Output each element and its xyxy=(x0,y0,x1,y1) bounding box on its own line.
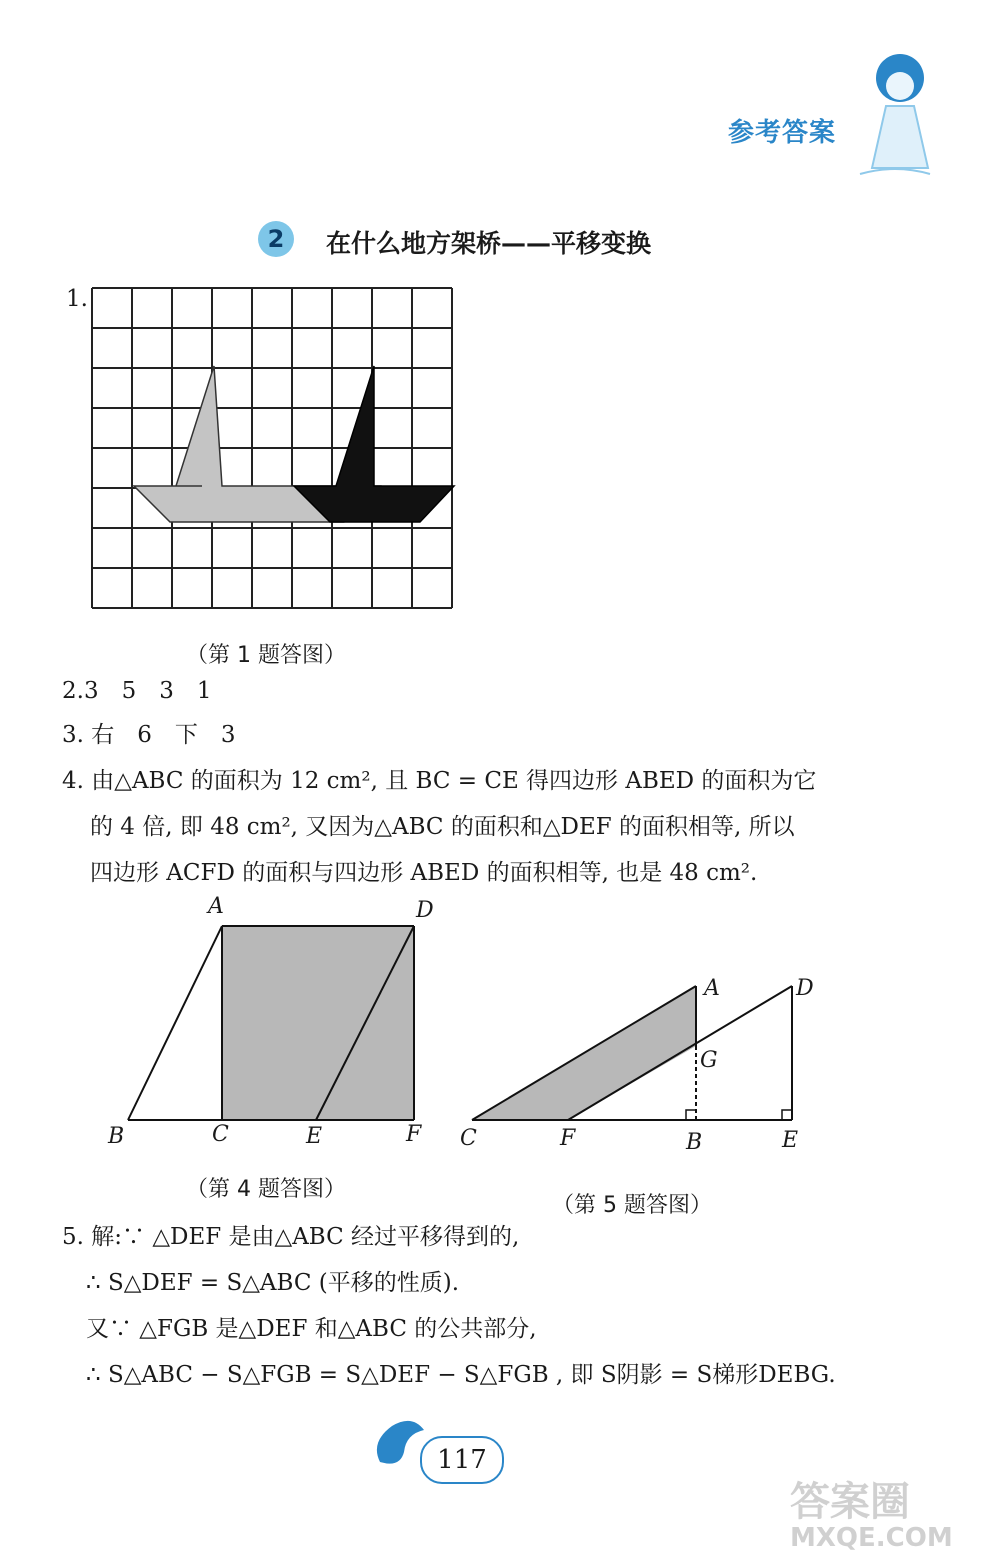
q4-shaded-region xyxy=(222,926,414,1120)
q5-label-a: A xyxy=(704,976,720,1001)
girl-illustration xyxy=(850,48,940,178)
page-number: 117 xyxy=(420,1436,504,1484)
q1-caption: （第 1 题答图） xyxy=(186,643,346,668)
q5-label-b: B xyxy=(686,1130,703,1155)
section-title: 在什么地方架桥——平移变换 xyxy=(326,229,652,258)
q4-line-2: 的 4 倍, 即 48 cm², 又因为△ABC 的面积和△DEF 的面积相等, 所以 xyxy=(90,814,795,840)
q2-answer: 2.3 5 3 1 xyxy=(62,678,212,704)
q4-label-d: D xyxy=(416,898,434,923)
section-number-badge: 2 xyxy=(258,221,294,257)
black-ship-shape xyxy=(294,366,454,522)
q5-line-4: ∴ S△ABC − S△FGB = S△DEF − S△FGB , 即 S阴影 = S梯形DEBG. xyxy=(86,1362,836,1388)
q5-line-3: 又∵ △FGB 是△DEF 和△ABC 的公共部分, xyxy=(86,1316,537,1342)
q1-number: 1. xyxy=(66,286,88,312)
answer-header-label: 参考答案 xyxy=(728,118,837,148)
q4-label-c: C xyxy=(212,1122,229,1147)
watermark-brand: 答案圈 xyxy=(790,1479,910,1525)
q4-label-e: E xyxy=(306,1124,323,1149)
watermark xyxy=(790,1470,990,1553)
q4-figure xyxy=(100,890,450,1160)
q4-label-a: A xyxy=(208,894,224,919)
q5-label-f: F xyxy=(560,1126,576,1151)
q5-label-d: D xyxy=(796,976,814,1001)
q5-figure xyxy=(460,970,810,1140)
q5-line-2: ∴ S△DEF = S△ABC (平移的性质). xyxy=(86,1270,460,1296)
q4-line-3: 四边形 ACFD 的面积与四边形 ABED 的面积相等, 也是 48 cm². xyxy=(90,860,758,886)
q4-caption: （第 4 题答图） xyxy=(186,1177,346,1202)
q3-answer: 3. 右 6 下 3 xyxy=(62,722,236,748)
q5-caption: （第 5 题答图） xyxy=(552,1193,712,1218)
q5-label-e: E xyxy=(782,1128,799,1153)
q5-label-c: C xyxy=(460,1126,477,1151)
q4-label-b: B xyxy=(108,1124,125,1149)
q5-line-1: 5. 解:∵ △DEF 是由△ABC 经过平移得到的, xyxy=(62,1224,520,1250)
q4-label-f: F xyxy=(406,1122,422,1147)
q4-line-1: 4. 由△ABC 的面积为 12 cm², 且 BC = CE 得四边形 ABED 的面积为它 xyxy=(62,768,817,794)
q1-grid-figure xyxy=(90,286,456,611)
watermark-url: MXQE.COM xyxy=(790,1523,953,1553)
q5-label-g: G xyxy=(700,1048,718,1073)
